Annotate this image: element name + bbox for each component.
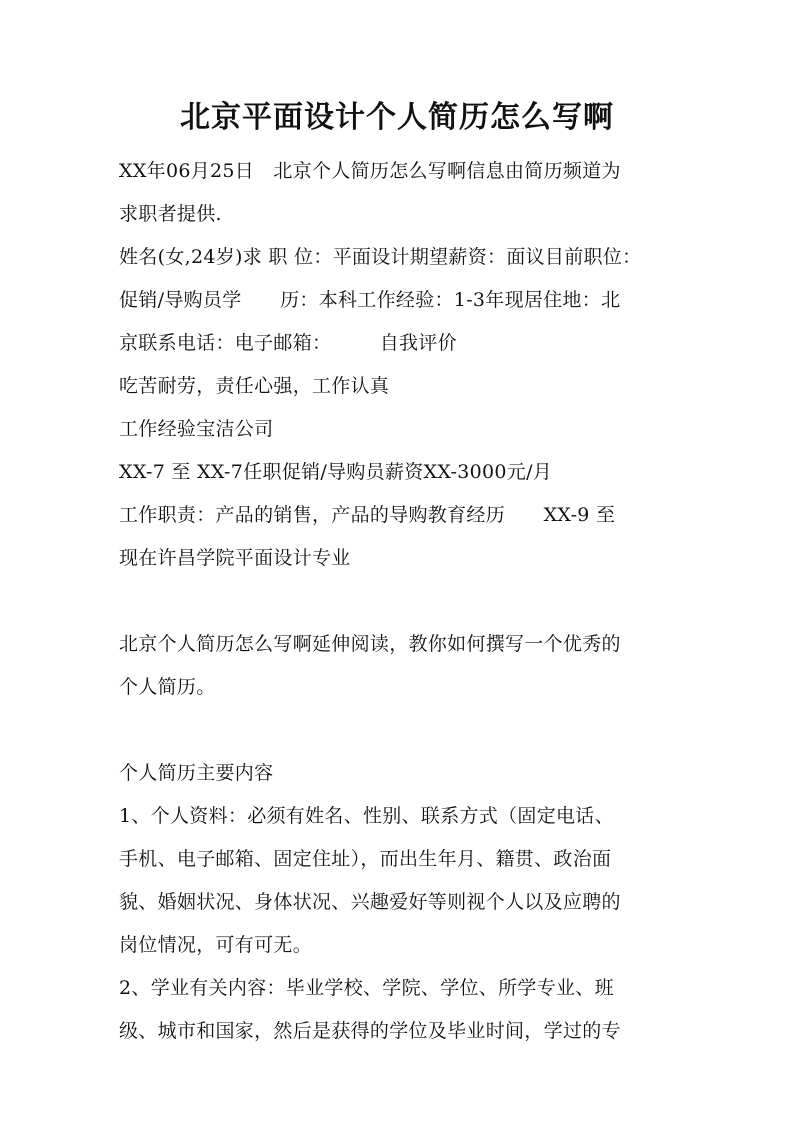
- body-line: 现在许昌学院平面设计专业: [119, 547, 351, 569]
- body-line: 貌、婚姻状况、身体状况、兴趣爱好等则视个人以及应聘的: [119, 891, 621, 913]
- body-line: 工作职责：产品的销售，产品的导购教育经历 XX-9 至: [119, 504, 616, 526]
- body-line: XX-7 至 XX-7任职促销/导购员薪资XX-3000元/月: [119, 461, 553, 483]
- body-line: 北京个人简历怎么写啊延伸阅读，教你如何撰写一个优秀的: [119, 633, 621, 655]
- blank-line: [119, 709, 679, 752]
- body-line: 1、个人资料：必须有姓名、性别、联系方式（固定电话、: [119, 805, 614, 827]
- body-line: 姓名(女,24岁)求 职 位：平面设计期望薪资：面议目前职位：: [119, 246, 642, 268]
- body-line: 工作经验宝洁公司: [119, 418, 274, 440]
- body-line: 2、学业有关内容：毕业学校、学院、学位、所学专业、班: [119, 977, 614, 999]
- body-line: 京联系电话：电子邮箱： 自我评价: [119, 332, 457, 354]
- body-line: 级、城市和国家，然后是获得的学位及毕业时间，学过的专: [119, 1020, 621, 1042]
- document-body: [119, 150, 679, 1053]
- document-title: 北京平面设计个人简历怎么写啊: [180, 100, 614, 135]
- section-heading: 个人简历主要内容: [119, 762, 274, 784]
- body-line: 吃苦耐劳，责任心强，工作认真: [119, 375, 390, 397]
- body-line: 个人简历。: [119, 676, 216, 698]
- body-line: XX年06月25日 北京个人简历怎么写啊信息由简历频道为: [119, 160, 621, 182]
- body-line: 岗位情况，可有可无。: [119, 934, 313, 956]
- body-line: 促销/导购员学 历：本科工作经验：1-3年现居住地：北: [119, 289, 621, 311]
- body-line: 手机、电子邮箱、固定住址），而出生年月、籍贯、政治面: [119, 848, 612, 870]
- body-line: 求职者提供.: [119, 203, 222, 225]
- blank-line: [119, 580, 679, 623]
